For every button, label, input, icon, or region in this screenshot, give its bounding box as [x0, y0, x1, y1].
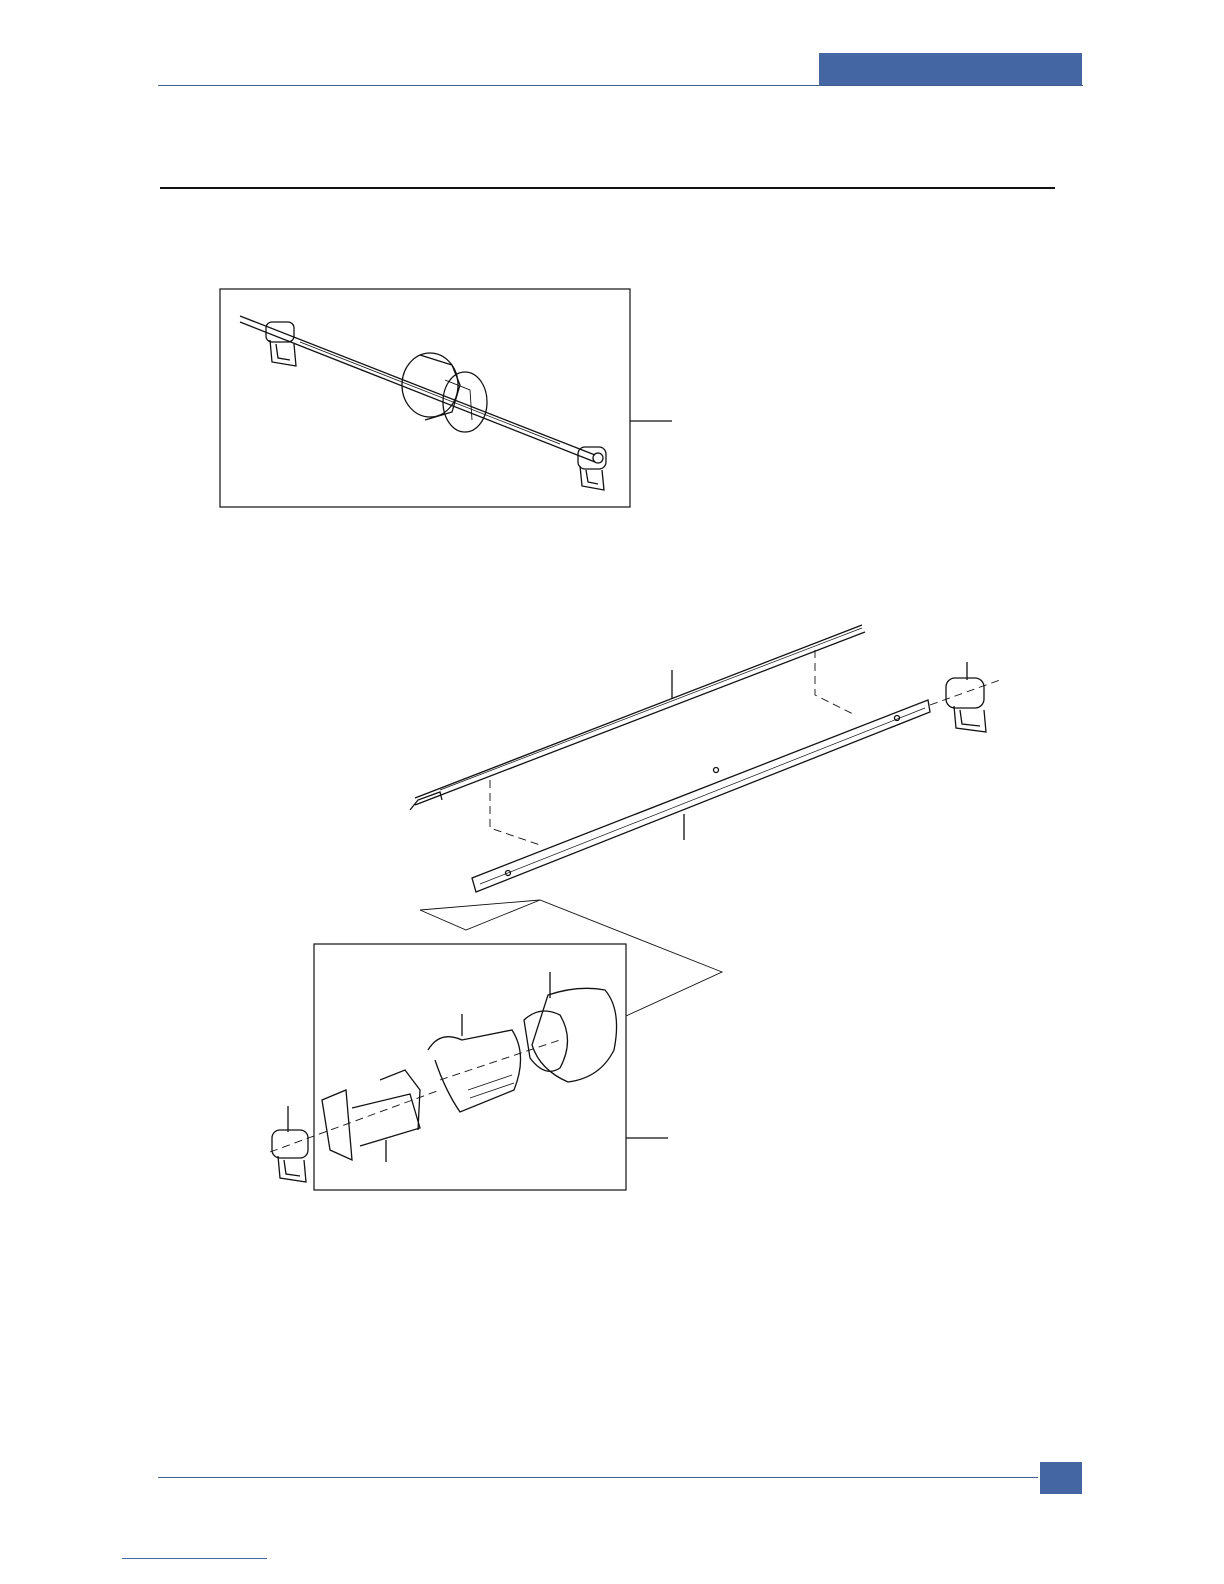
alignment-dashes — [270, 650, 1000, 1152]
exploded-shaft-upper-icon — [410, 625, 865, 810]
footer-page-tab — [1040, 1462, 1082, 1494]
bottom-link-underline[interactable] — [122, 1558, 267, 1559]
assembly-view-icon — [220, 289, 672, 507]
exploded-bearing-right-icon — [946, 662, 986, 732]
detail-connector-line — [420, 900, 722, 1016]
detail-frame — [314, 944, 626, 1190]
exploded-detail-icon — [314, 944, 668, 1190]
exploded-shaft-lower-icon — [472, 700, 930, 892]
footer-rule — [158, 1477, 1038, 1478]
exploded-bearing-left-icon — [272, 1106, 308, 1182]
